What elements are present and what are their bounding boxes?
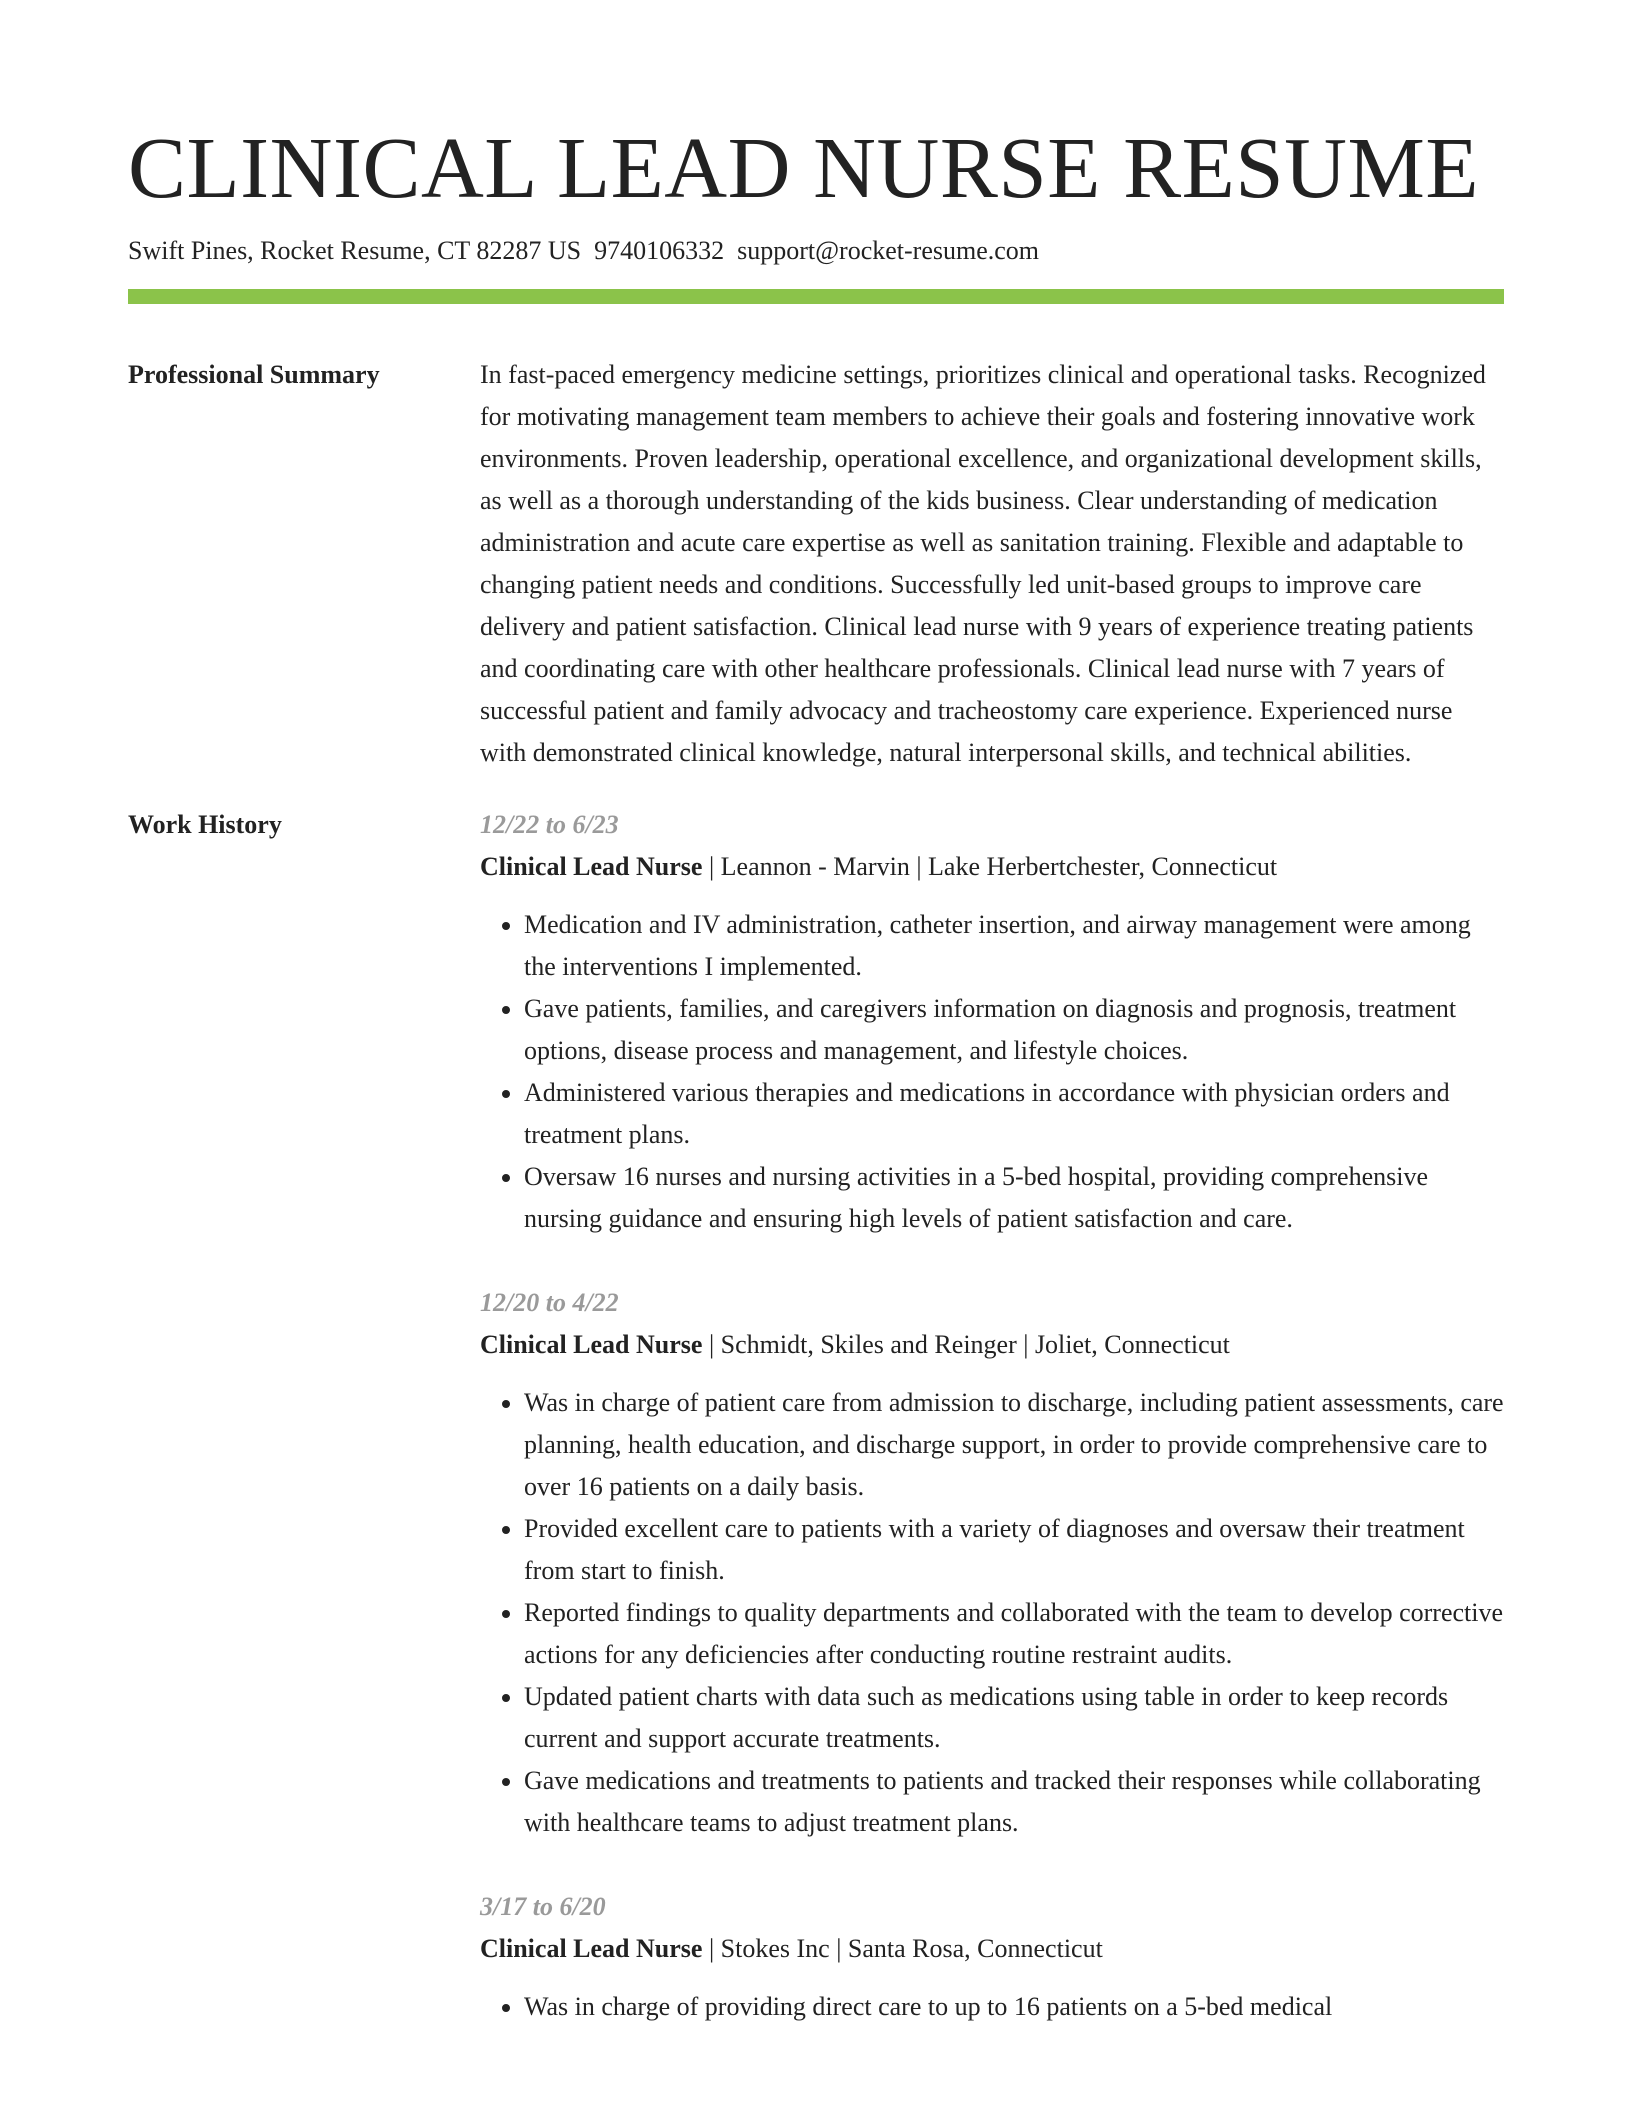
job-bullet-list: [480, 1986, 1504, 2028]
job-bullet: • Reported findings to quality departments and collaborated with the team to develop corrective actions for any deficiencies after conducting routine restraint audits.: [524, 1592, 1504, 1676]
job-bullet: • Gave patients, families, and caregivers information on diagnosis and prognosis, treatment options, disease process and management, and lifestyle choices.: [524, 988, 1504, 1072]
job-heading: [480, 846, 1504, 888]
job-bullet: • Provided excellent care to patients with a variety of diagnoses and oversaw their treatment from start to finish.: [524, 1508, 1504, 1592]
job-title: Clinical Lead Nurse: [480, 1330, 703, 1360]
summary-heading: Professional Summary: [128, 360, 380, 390]
job-heading: [480, 1928, 1504, 1970]
job-title: Clinical Lead Nurse: [480, 1934, 703, 1964]
job-title: Clinical Lead Nurse: [480, 852, 703, 882]
work-history-heading: Work History: [128, 810, 282, 840]
job-bullet: • Updated patient charts with data such as medications using table in order to keep records current and support accurate treatments.: [524, 1676, 1504, 1760]
work-history-section: [128, 804, 1504, 2070]
job-bullet-list: [480, 904, 1504, 1240]
summary-section: [128, 354, 1504, 774]
job-bullet: • Was in charge of providing direct care to up to 16 patients on a 5-bed medical: [524, 1986, 1504, 2028]
job-heading: [480, 1324, 1504, 1366]
contact-email: support@rocket-resume.com: [737, 235, 1040, 265]
job-entry: [480, 1282, 1504, 1844]
job-entry: [480, 1886, 1504, 2028]
page-title: CLINICAL LEAD NURSE RESUME: [128, 119, 1480, 216]
job-bullet: • Administered various therapies and medications in accordance with physician orders and treatment plans.: [524, 1072, 1504, 1156]
job-bullet: • Medication and IV administration, catheter insertion, and airway management were among the interventions I implemented.: [524, 904, 1504, 988]
summary-text: In fast-paced emergency medicine settings, prioritizes clinical and operational tasks. Recognized for motivating management team members to achieve their goals and fostering innovative work environments. Proven leadership, operational excellence, and organizational development skills, as well as a thorough understanding of the kids business. Clear understanding of medication administration and acute care expertise as well as sanitation training. Flexible and adaptable to changing patient needs and conditions. Successfully led unit-based groups to improve care delivery and patient satisfaction. Clinical lead nurse with 9 years of experience treating patients and coordinating care with other healthcare professionals. Clinical lead nurse with 7 years of successful patient and family advocacy and tracheostomy care experience. Experienced nurse with demonstrated clinical knowledge, natural interpersonal skills, and technical abilities.: [480, 360, 1486, 768]
job-dates: 12/20 to 4/22: [480, 1288, 619, 1318]
contact-phone: 9740106332: [594, 235, 725, 265]
job-bullet: • Gave medications and treatments to patients and tracked their responses while collaborating with healthcare teams to adjust treatment plans.: [524, 1760, 1504, 1844]
job-entry: [480, 804, 1504, 1240]
job-list: [480, 804, 1504, 2070]
contact-address: Swift Pines, Rocket Resume, CT 82287 US: [128, 235, 582, 265]
accent-divider: [128, 289, 1504, 304]
job-dates: 12/22 to 6/23: [480, 810, 619, 840]
job-bullet: • Oversaw 16 nurses and nursing activities in a 5-bed hospital, providing comprehensive nursing guidance and ensuring high levels of patient satisfaction and care.: [524, 1156, 1504, 1240]
job-employer-location: | Leannon - Marvin | Lake Herbertchester, Connecticut: [702, 852, 1278, 882]
contact-line: [128, 234, 1504, 268]
job-bullet-list: [480, 1382, 1504, 1844]
summary-body: [480, 354, 1504, 774]
job-dates: 3/17 to 6/20: [480, 1892, 606, 1922]
job-bullet: • Was in charge of patient care from admission to discharge, including patient assessments, care planning, health education, and discharge support, in order to provide comprehensive care to over 16 patients on a daily basis.: [524, 1382, 1504, 1508]
job-employer-location: | Stokes Inc | Santa Rosa, Connecticut: [702, 1934, 1103, 1964]
job-employer-location: | Schmidt, Skiles and Reinger | Joliet, Connecticut: [702, 1330, 1230, 1360]
